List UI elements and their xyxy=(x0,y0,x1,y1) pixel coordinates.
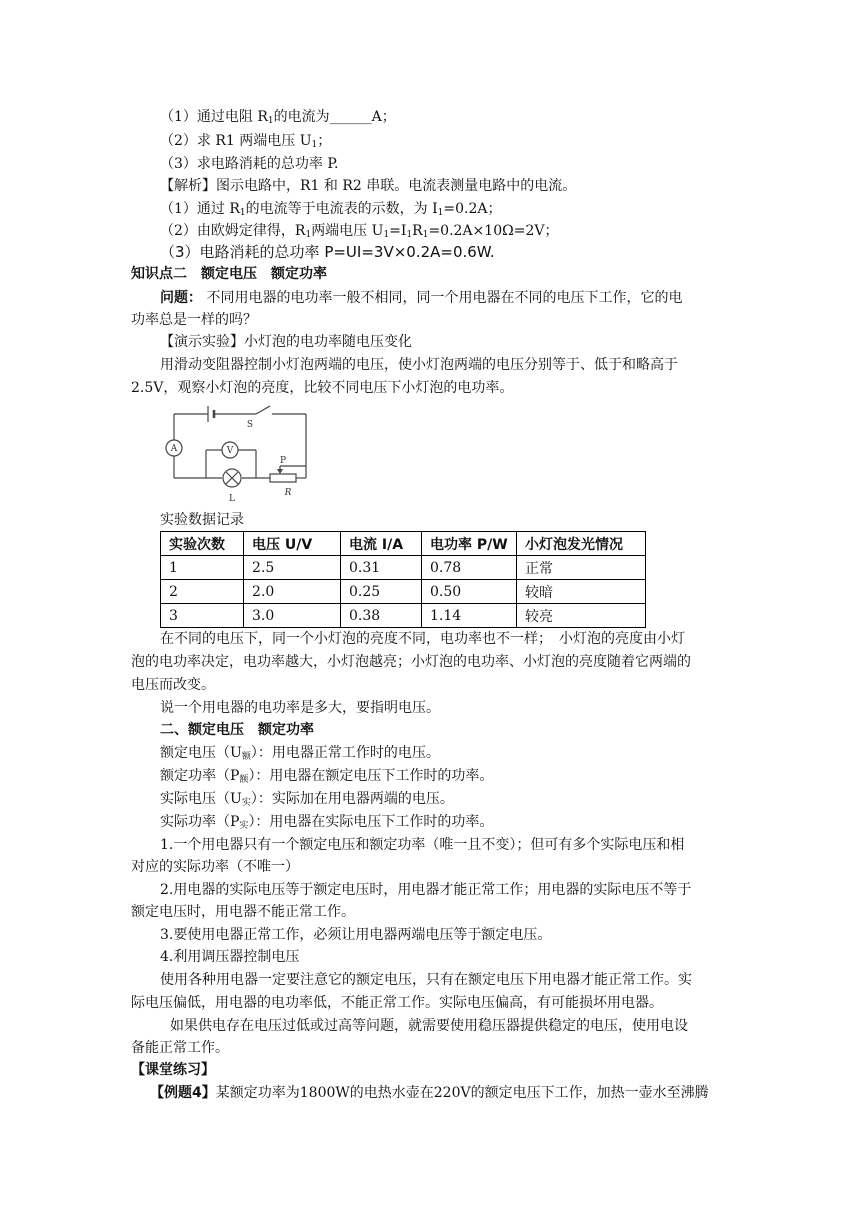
slider-label: P xyxy=(279,456,287,466)
circuit-diagram xyxy=(160,402,320,506)
data-table xyxy=(160,531,646,628)
switch-label: S xyxy=(246,420,254,430)
paragraph-1-cont: 际电压偏低，用电器的电功率低，不能正常工作。实际电压偏高，有可能损坏用电器。 xyxy=(131,995,663,1011)
paragraph-2-cont: 备能正常工作。 xyxy=(131,1040,229,1056)
section-2-title: 二、额定电压 额定功率 xyxy=(160,722,314,738)
note-4: 4.利用调压器控制电压 xyxy=(160,949,300,965)
answer-2: （2）由欧姆定律得，$R_1$两端电压 $U_1=I_1R_1=0.2A\times 10\Omega=2V$； xyxy=(160,223,559,240)
note-voltage: 说一个用电器的电功率是多大，要指明电压。 xyxy=(160,700,440,716)
question-3: （3）求电路消耗的总功率 P. xyxy=(160,156,339,172)
table-header-row xyxy=(161,532,646,556)
def-rated-voltage: 额定电压$(U_额)$：用电器正常工作时的电压。 xyxy=(160,745,440,762)
demo-title: 【演示实验】小灯泡的电功率随电压变化 xyxy=(160,334,412,350)
table-cell: 3 xyxy=(161,604,244,628)
table-cell: 3.0 xyxy=(244,604,341,628)
example-4: 【例题4】某额定功率为1800W的电热水壶在220V的额定电压下工作，加热一壶水至沸腾 xyxy=(150,1085,709,1101)
question-prompt: 问题： 不同用电器的电功率一般不相同，同一个用电器在不同的电压下工作，它的电 xyxy=(160,290,683,306)
lamp-label: L xyxy=(229,494,235,504)
table-cell: 0.38 xyxy=(341,604,422,628)
table-cell: 1 xyxy=(161,556,244,580)
conclusion-2: 泡的电功率决定，电功率越大，小灯泡越亮；小灯泡的电功率、小灯泡的亮度随着它两端的 xyxy=(131,654,691,670)
answer-3: （3）电路消耗的总功率 P=UI=3V×0.2A=0.6W. xyxy=(160,243,495,261)
col-header: 电流 I/A xyxy=(341,532,422,556)
table-cell: 2 xyxy=(161,580,244,604)
table-cell: 0.25 xyxy=(341,580,422,604)
note-1-cont: 对应的实际功率（不唯一） xyxy=(131,859,299,875)
paragraph-1: 使用各种用电器一定要注意它的额定电压，只有在额定电压下用电器才能正常工作。实 xyxy=(160,972,692,988)
note-2-cont: 额定电压时，用电器不能正常工作。 xyxy=(131,904,355,920)
table-cell: 较暗 xyxy=(517,580,646,604)
table-cell: 0.78 xyxy=(422,556,517,580)
question-prompt-cont: 功率总是一样的吗？ xyxy=(131,312,257,328)
practice-heading: 【课堂练习】 xyxy=(131,1062,215,1078)
note-2: 2.用电器的实际电压等于额定电压时，用电器才能正常工作；用电器的实际电压不等于 xyxy=(160,882,692,898)
knowledge-point-2-title: 知识点二 额定电压 额定功率 xyxy=(131,266,327,282)
table-row xyxy=(161,556,646,580)
table-row xyxy=(161,580,646,604)
demo-desc-1: 用滑动变阻器控制小灯泡两端的电压，使小灯泡两端的电压分别等于、低于和略高于 xyxy=(160,357,678,373)
def-rated-power: 额定功率$(P_额)$：用电器在额定电压下工作时的功率。 xyxy=(160,768,494,785)
ammeter-label: A xyxy=(170,444,178,454)
voltmeter-label: V xyxy=(226,446,234,456)
question-1: （1）通过电阻 $R_1$的电流为______A； xyxy=(160,109,396,126)
def-actual-voltage: 实际电压$(U_实)$：实际加在用电器两端的电压。 xyxy=(160,791,454,808)
table-cell: 0.31 xyxy=(341,556,422,580)
table-cell: 2.5 xyxy=(244,556,341,580)
col-header: 电功率 P/W xyxy=(422,532,517,556)
col-header: 实验次数 xyxy=(161,532,244,556)
analysis-heading: 【解析】图示电路中，R1 和 R2 串联。电流表测量电路中的电流。 xyxy=(160,178,577,194)
col-header: 电压 U/V xyxy=(244,532,341,556)
table-cell: 0.50 xyxy=(422,580,517,604)
record-title: 实验数据记录 xyxy=(160,512,244,528)
question-2: （2）求 R1 两端电压 $U_1$； xyxy=(160,133,332,150)
paragraph-2: 如果供电存在电压过低或过高等问题，就需要使用稳压器提供稳定的电压，使用电设 xyxy=(170,1018,688,1034)
table-cell: 1.14 xyxy=(422,604,517,628)
note-3: 3.要使用电器正常工作，必须让用电器两端电压等于额定电压。 xyxy=(160,927,552,943)
demo-desc-2: 2.5V，观察小灯泡的亮度，比较不同电压下小灯泡的电功率。 xyxy=(131,380,514,396)
table-cell: 2.0 xyxy=(244,580,341,604)
table-cell: 较亮 xyxy=(517,604,646,628)
def-actual-power: 实际功率$(P_实)$：用电器在实际电压下工作时的功率。 xyxy=(160,814,494,831)
table-cell: 正常 xyxy=(517,556,646,580)
table-row xyxy=(161,604,646,628)
answer-1: （1）通过 $R_1$的电流等于电流表的示数，为 $I_1=0.2A$； xyxy=(160,201,502,218)
rheostat-label: R xyxy=(284,488,292,498)
conclusion-1: 在不同的电压下，同一个小灯泡的亮度不同，电功率也不一样； 小灯泡的亮度由小灯 xyxy=(160,631,685,647)
col-header: 小灯泡发光情况 xyxy=(517,532,646,556)
note-1: 1.一个用电器只有一个额定电压和额定功率（唯一且不变）；但可有多个实际电压和相 xyxy=(160,837,685,853)
conclusion-3: 电压而改变。 xyxy=(131,677,215,693)
